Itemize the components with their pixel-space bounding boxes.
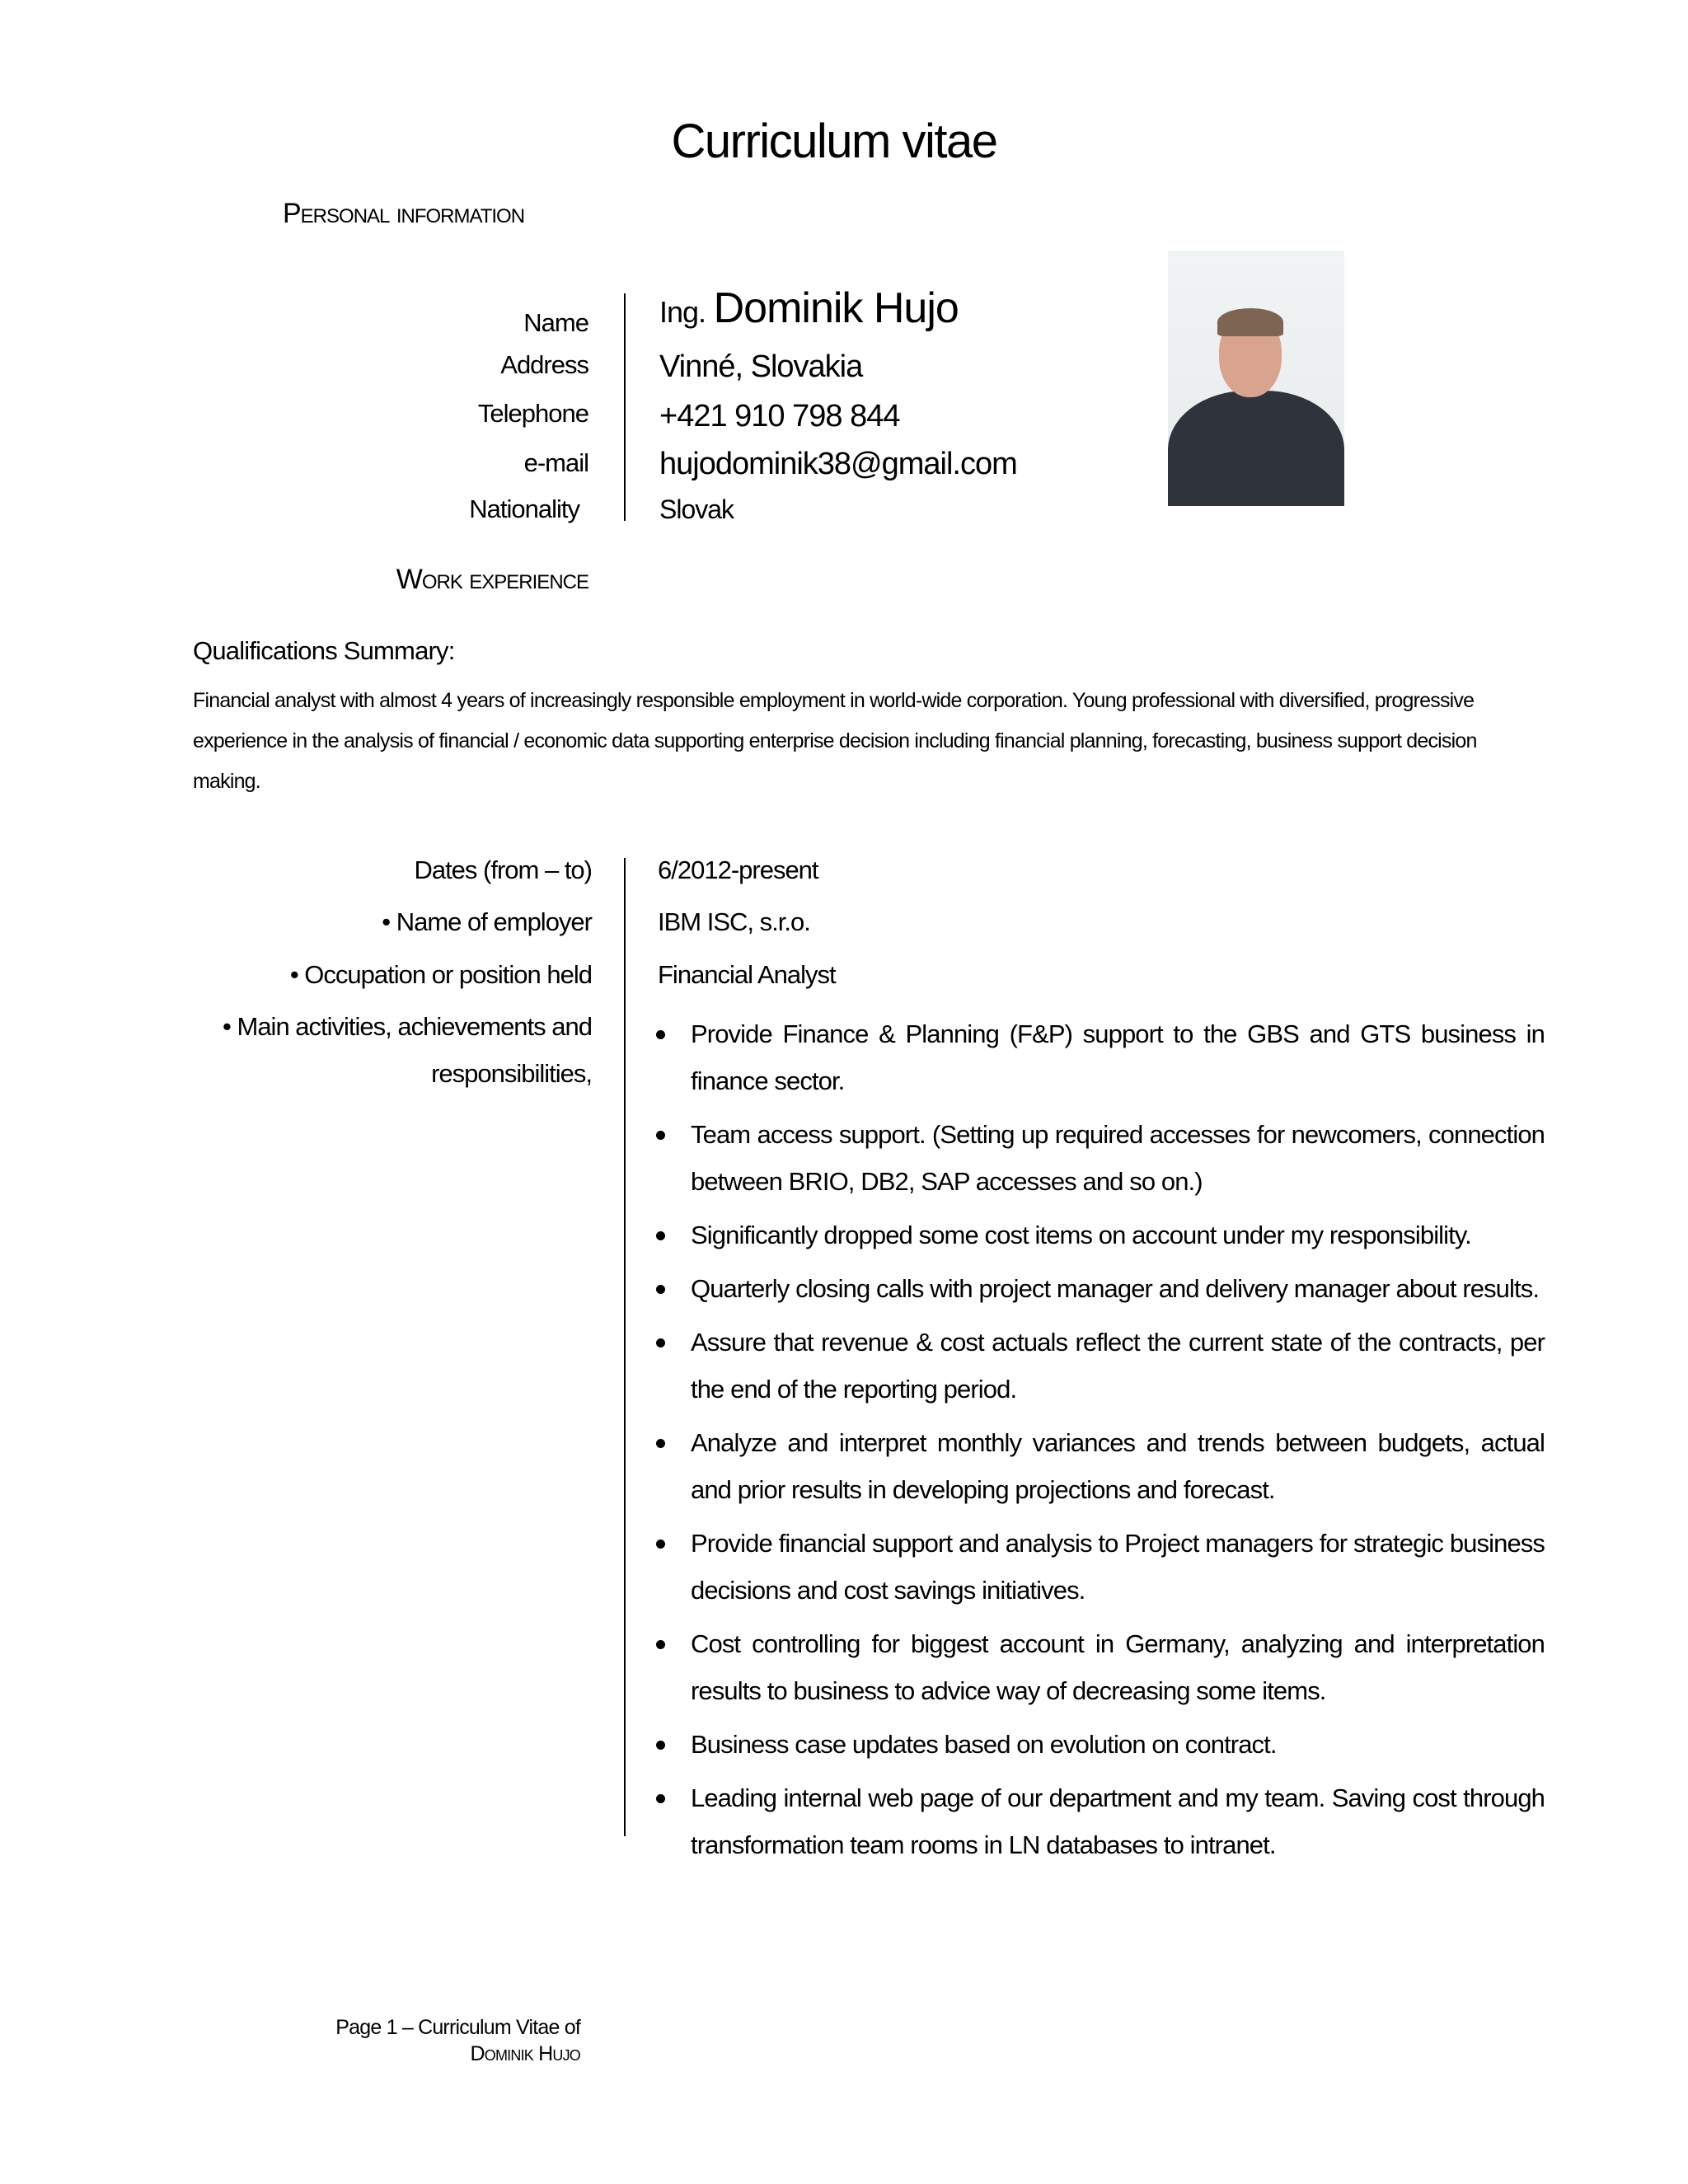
dates-label: Dates (from – to) bbox=[414, 855, 592, 884]
personal-information-heading: Personal information bbox=[283, 198, 525, 229]
activities-label: • Main activities, achievements and bbox=[223, 1012, 592, 1041]
footer-page-line: Page 1 – Curriculum Vitae of bbox=[335, 2016, 580, 2039]
email-value[interactable]: hujodominik38@gmail.com bbox=[659, 447, 1017, 481]
telephone-label: Telephone bbox=[477, 399, 588, 428]
activity-text: Team access support. (Setting up required accesses for newcomers, connection between BRIO, DB2, SAP accesses and so on.) bbox=[691, 1120, 1545, 1196]
name-label: Name bbox=[523, 308, 588, 337]
bullet-icon bbox=[656, 1439, 665, 1448]
list-item bbox=[691, 1520, 1545, 1614]
activity-text: Provide Finance & Planning (F&P) support to the GBS and GTS business in finance sector. bbox=[691, 1019, 1545, 1095]
activity-text: Leading internal web page of our department and my team. Saving cost through transformation team rooms in LN databases to intranet. bbox=[691, 1783, 1545, 1859]
telephone-value: +421 910 798 844 bbox=[659, 399, 900, 434]
bullet-icon bbox=[656, 1285, 665, 1294]
activity-text: Analyze and interpret monthly variances and trends between budgets, actual and prior results in developing projections and forecast. bbox=[691, 1428, 1545, 1504]
bullet-icon bbox=[656, 1231, 665, 1240]
activity-text: Business case updates based on evolution on contract. bbox=[691, 1730, 1277, 1759]
list-item bbox=[691, 1265, 1545, 1312]
employer-label: • Name of employer bbox=[382, 907, 592, 936]
activity-text: Provide financial support and analysis to Project managers for strategic business decisions and cost savings initiatives. bbox=[691, 1529, 1545, 1605]
employer-value: IBM ISC, s.r.o. bbox=[658, 907, 810, 936]
name-value bbox=[659, 284, 959, 333]
profile-photo bbox=[1168, 251, 1344, 506]
work-experience-heading: Work experience bbox=[396, 564, 588, 595]
address-label: Address bbox=[500, 350, 588, 379]
list-item bbox=[691, 1212, 1545, 1258]
page-title: Curriculum vitae bbox=[671, 115, 997, 168]
address-value: Vinné, Slovakia bbox=[659, 349, 863, 384]
list-item bbox=[691, 1721, 1545, 1768]
activity-text: Cost controlling for biggest account in Germany, analyzing and interpretation results to business to advice way of decreasing some items. bbox=[691, 1629, 1545, 1705]
list-item bbox=[691, 1319, 1545, 1413]
activity-text: Quarterly closing calls with project manager and delivery manager about results. bbox=[691, 1274, 1540, 1303]
list-item bbox=[691, 1620, 1545, 1714]
list-item bbox=[691, 1111, 1545, 1205]
nationality-value: Slovak bbox=[659, 494, 734, 524]
activity-text: Significantly dropped some cost items on account under my responsibility. bbox=[691, 1221, 1471, 1249]
bullet-icon bbox=[656, 1741, 665, 1750]
bullet-icon bbox=[656, 1794, 665, 1803]
activities-list bbox=[691, 1010, 1545, 1875]
bullet-icon bbox=[656, 1131, 665, 1140]
qualifications-summary-text: Financial analyst with almost 4 years of increasingly responsible employment in world-wide corporation. Young professional with diversified, progressive experience in the analysis of financial / economic data supporting enterprise decision including financial planning, forecasting, business support decision making. bbox=[193, 689, 1477, 793]
list-item bbox=[691, 1774, 1545, 1868]
occupation-label: • Occupation or position held bbox=[289, 960, 592, 989]
footer-name: Dominik Hujo bbox=[470, 2042, 580, 2065]
dates-value: 6/2012-present bbox=[658, 855, 818, 884]
page-footer bbox=[335, 2014, 580, 2067]
activity-text: Assure that revenue & cost actuals reflect the current state of the contracts, per the end of the reporting period. bbox=[691, 1328, 1545, 1404]
bullet-icon bbox=[656, 1338, 665, 1347]
bullet-icon bbox=[656, 1640, 665, 1649]
bullet-icon bbox=[656, 1540, 665, 1549]
divider-line bbox=[624, 293, 626, 521]
title-prefix: Ing. bbox=[659, 295, 706, 329]
qualifications-summary-heading: Qualifications Summary: bbox=[193, 636, 455, 665]
activities-label-cont: responsibilities, bbox=[431, 1059, 592, 1088]
list-item bbox=[691, 1010, 1545, 1104]
bullet-icon bbox=[656, 1030, 665, 1039]
divider-line bbox=[624, 858, 626, 1836]
nationality-label: Nationality bbox=[469, 494, 579, 523]
full-name: Dominik Hujo bbox=[713, 284, 959, 332]
email-label: e-mail bbox=[523, 448, 588, 477]
list-item bbox=[691, 1419, 1545, 1513]
occupation-value: Financial Analyst bbox=[658, 960, 836, 989]
